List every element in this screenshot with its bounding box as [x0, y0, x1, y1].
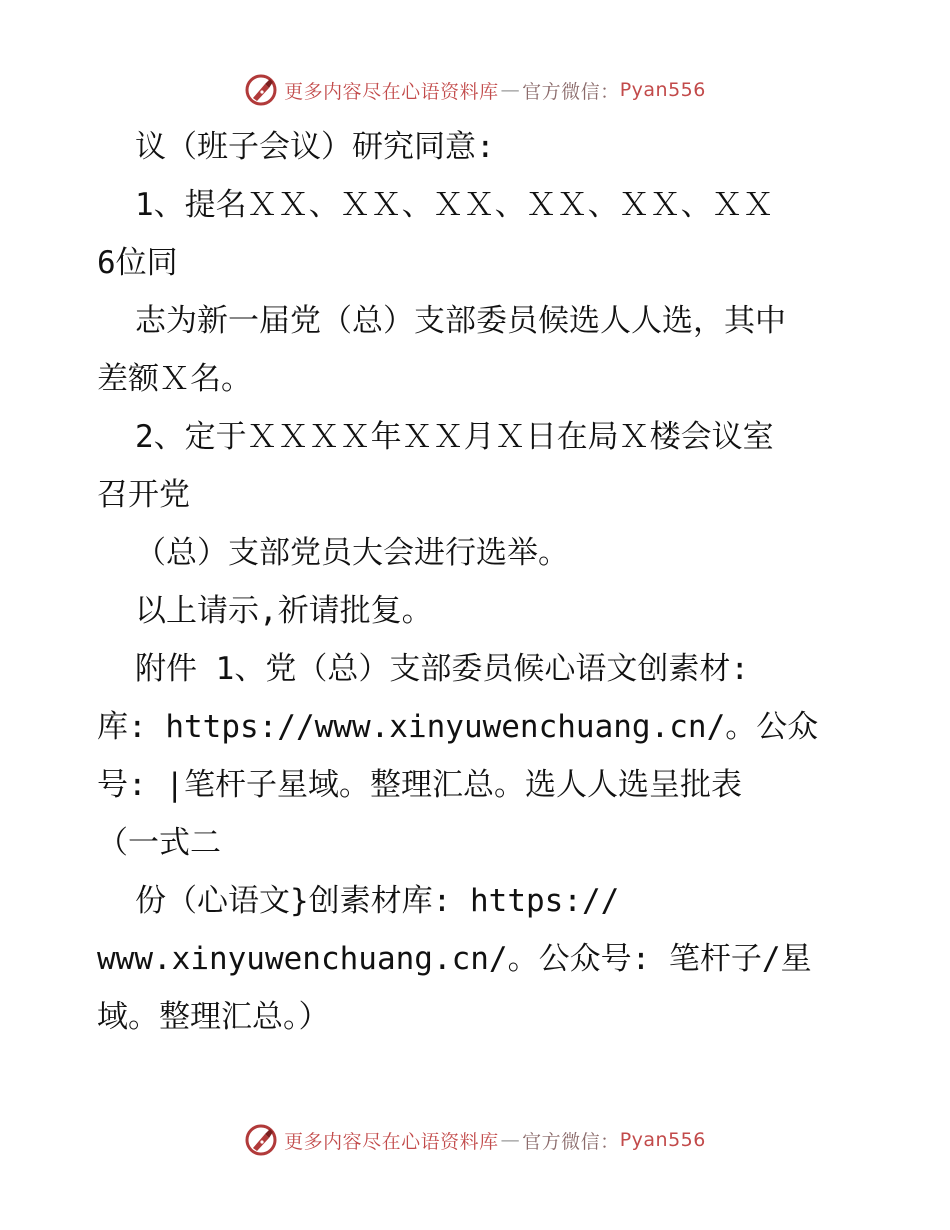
body-line: 议（班子会议）研究同意: [135, 129, 495, 165]
footer-watermark-banner [0, 1122, 950, 1158]
body-line: 1、提名ＸＸ、ＸＸ、ＸＸ、ＸＸ、ＸＸ、ＸＸ [135, 187, 774, 223]
body-line: www.xinyuwenchuang.cn/。公众号: 笔杆子/星 [97, 941, 812, 977]
body-line: （总）支部党员大会进行选举。 [135, 535, 569, 571]
body-line: 差额Ｘ名。 [97, 361, 252, 397]
banner-separator: — [500, 1129, 521, 1151]
body-line: 2、定于ＸＸＸＸ年ＸＸ月Ｘ日在局Ｘ楼会议室 [135, 419, 774, 455]
body-line: 志为新一届党（总）支部委员候选人人选，其中 [135, 303, 786, 339]
body-line: 号: |笔杆子星域。整理汇总。选人人选呈批表 [97, 767, 742, 803]
banner-account: Pyan556 [619, 79, 706, 101]
banner-separator: — [500, 79, 521, 101]
body-line: 6位同 [97, 245, 178, 281]
body-line: 以上请示,祈请批复。 [135, 593, 433, 629]
body-line: （一式二 [97, 825, 221, 861]
body-line: 库: https://www.xinyuwenchuang.cn/。公众 [97, 709, 819, 745]
header-watermark-banner [0, 72, 950, 108]
fountain-pen-logo-icon [244, 1123, 278, 1157]
banner-official-label: 官方微信： [522, 1130, 620, 1153]
banner-text: 更多内容尽在心语资料库 [284, 1130, 499, 1153]
fountain-pen-logo-icon [244, 73, 278, 107]
body-line: 附件 1、党（总）支部委员候心语文创素材: [135, 651, 749, 687]
banner-official-label: 官方微信： [522, 80, 620, 103]
banner-account: Pyan556 [619, 1129, 706, 1151]
banner-text: 更多内容尽在心语资料库 [284, 80, 499, 103]
body-line: 召开党 [97, 477, 190, 513]
body-line: 份（心语文}创素材库: https:// [135, 883, 620, 919]
body-line: 域。整理汇总。） [97, 999, 330, 1035]
